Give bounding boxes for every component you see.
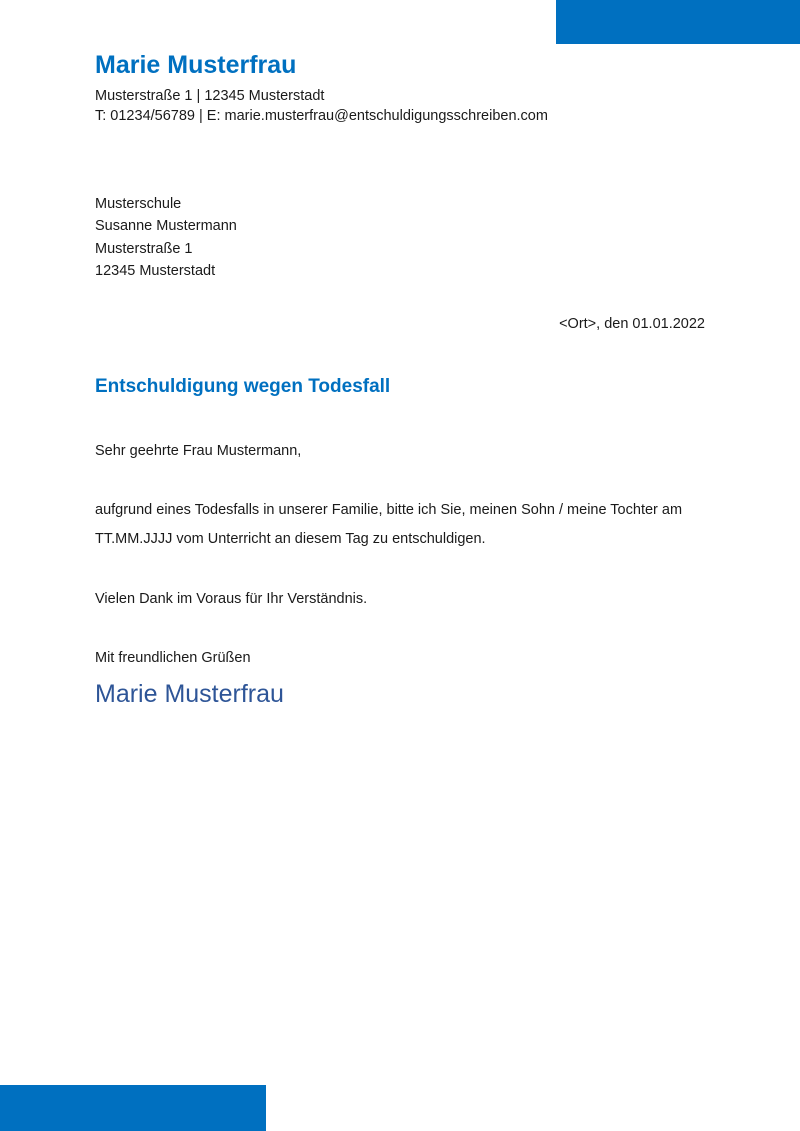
sender-name: Marie Musterfrau: [95, 51, 297, 79]
closing-line: Mit freundlichen Grüßen: [95, 650, 251, 666]
top-accent-bar: [556, 0, 800, 44]
recipient-line: Musterschule: [95, 196, 182, 212]
date-line: <Ort>, den 01.01.2022: [559, 316, 705, 332]
salutation: Sehr geehrte Frau Mustermann,: [95, 443, 302, 459]
recipient-line: Susanne Mustermann: [95, 218, 237, 234]
sender-address: Musterstraße 1 | 12345 Musterstadt: [95, 88, 325, 104]
body-text-line: aufgrund eines Todesfalls in unserer Familie, bitte ich Sie, meinen Sohn / meine Tochter am: [95, 502, 683, 518]
body-text-line: TT.MM.JJJJ vom Unterricht an diesem Tag zu entschuldigen.: [95, 531, 486, 547]
recipient-line: 12345 Musterstadt: [95, 263, 216, 279]
bottom-accent-bar: [0, 1085, 266, 1131]
recipient-line: Musterstraße 1: [95, 241, 193, 257]
sender-contact: T: 01234/56789 | E: marie.musterfrau@entschuldigungsschreiben.com: [95, 108, 548, 124]
letter-subject: Entschuldigung wegen Todesfall: [95, 376, 391, 397]
signature: Marie Musterfrau: [95, 680, 284, 708]
thanks-line: Vielen Dank im Voraus für Ihr Verständnis.: [95, 591, 368, 607]
